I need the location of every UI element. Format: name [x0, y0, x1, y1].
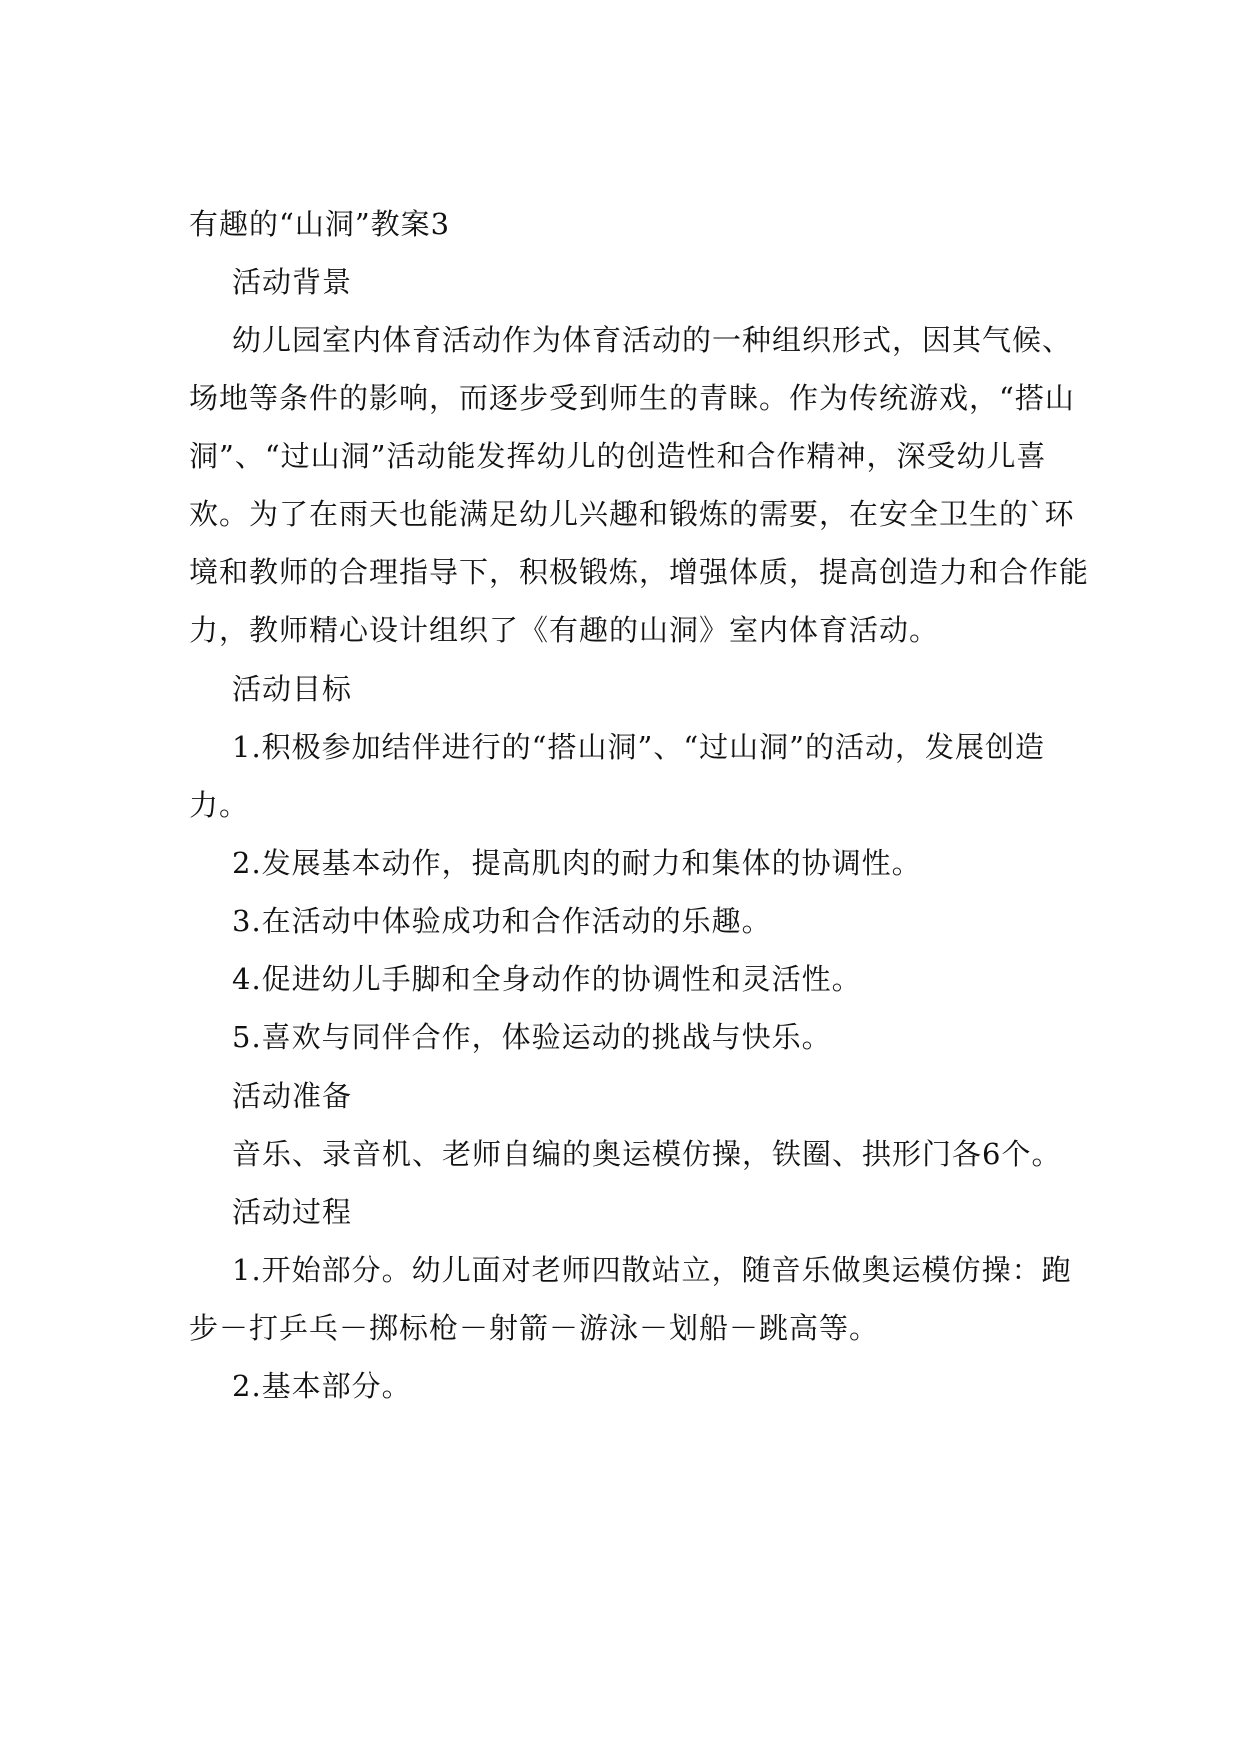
- section-heading-process: 活动过程: [232, 1195, 353, 1229]
- paragraph-line: 洞”、“过山洞”活动能发挥幼儿的创造性和合作精神，深受幼儿喜: [189, 439, 1047, 473]
- section-heading-preparation: 活动准备: [232, 1079, 353, 1113]
- section-heading-background: 活动背景: [232, 265, 353, 299]
- goal-item-continuation: 力。: [189, 788, 250, 822]
- document-title: 有趣的“山洞”教案3: [189, 207, 451, 241]
- paragraph-line: 欢。为了在雨天也能满足幼儿兴趣和锻炼的需要，在安全卫生的`环: [189, 497, 1075, 531]
- process-item: 2.基本部分。: [232, 1369, 412, 1403]
- process-item: 1.开始部分。幼儿面对老师四散站立，随音乐做奥运模仿操：跑: [232, 1253, 1072, 1287]
- goal-item: 3.在活动中体验成功和合作活动的乐趣。: [232, 904, 772, 938]
- paragraph-line: 幼儿园室内体育活动作为体育活动的一种组织形式，因其气候、: [232, 323, 1073, 357]
- section-heading-goals: 活动目标: [232, 672, 353, 706]
- paragraph-line: 力，教师精心设计组织了《有趣的山洞》室内体育活动。: [189, 613, 940, 647]
- paragraph-line: 境和教师的合理指导下，积极锻炼，增强体质，提高创造力和合作能: [189, 555, 1090, 589]
- process-item-continuation: 步－打乒乓－掷标枪－射箭－游泳－划船－跳高等。: [189, 1311, 880, 1345]
- goal-item: 2.发展基本动作，提高肌肉的耐力和集体的协调性。: [232, 846, 922, 880]
- goal-item: 5.喜欢与同伴合作，体验运动的挑战与快乐。: [232, 1020, 832, 1054]
- goal-item: 4.促进幼儿手脚和全身动作的协调性和灵活性。: [232, 962, 862, 996]
- goal-item: 1.积极参加结伴进行的“搭山洞”、“过山洞”的活动，发展创造: [232, 730, 1045, 764]
- paragraph-line: 场地等条件的影响，而逐步受到师生的青睐。作为传统游戏，“搭山: [189, 381, 1075, 415]
- preparation-text: 音乐、录音机、老师自编的奥运模仿操，铁圈、拱形门各6个。: [232, 1137, 1062, 1171]
